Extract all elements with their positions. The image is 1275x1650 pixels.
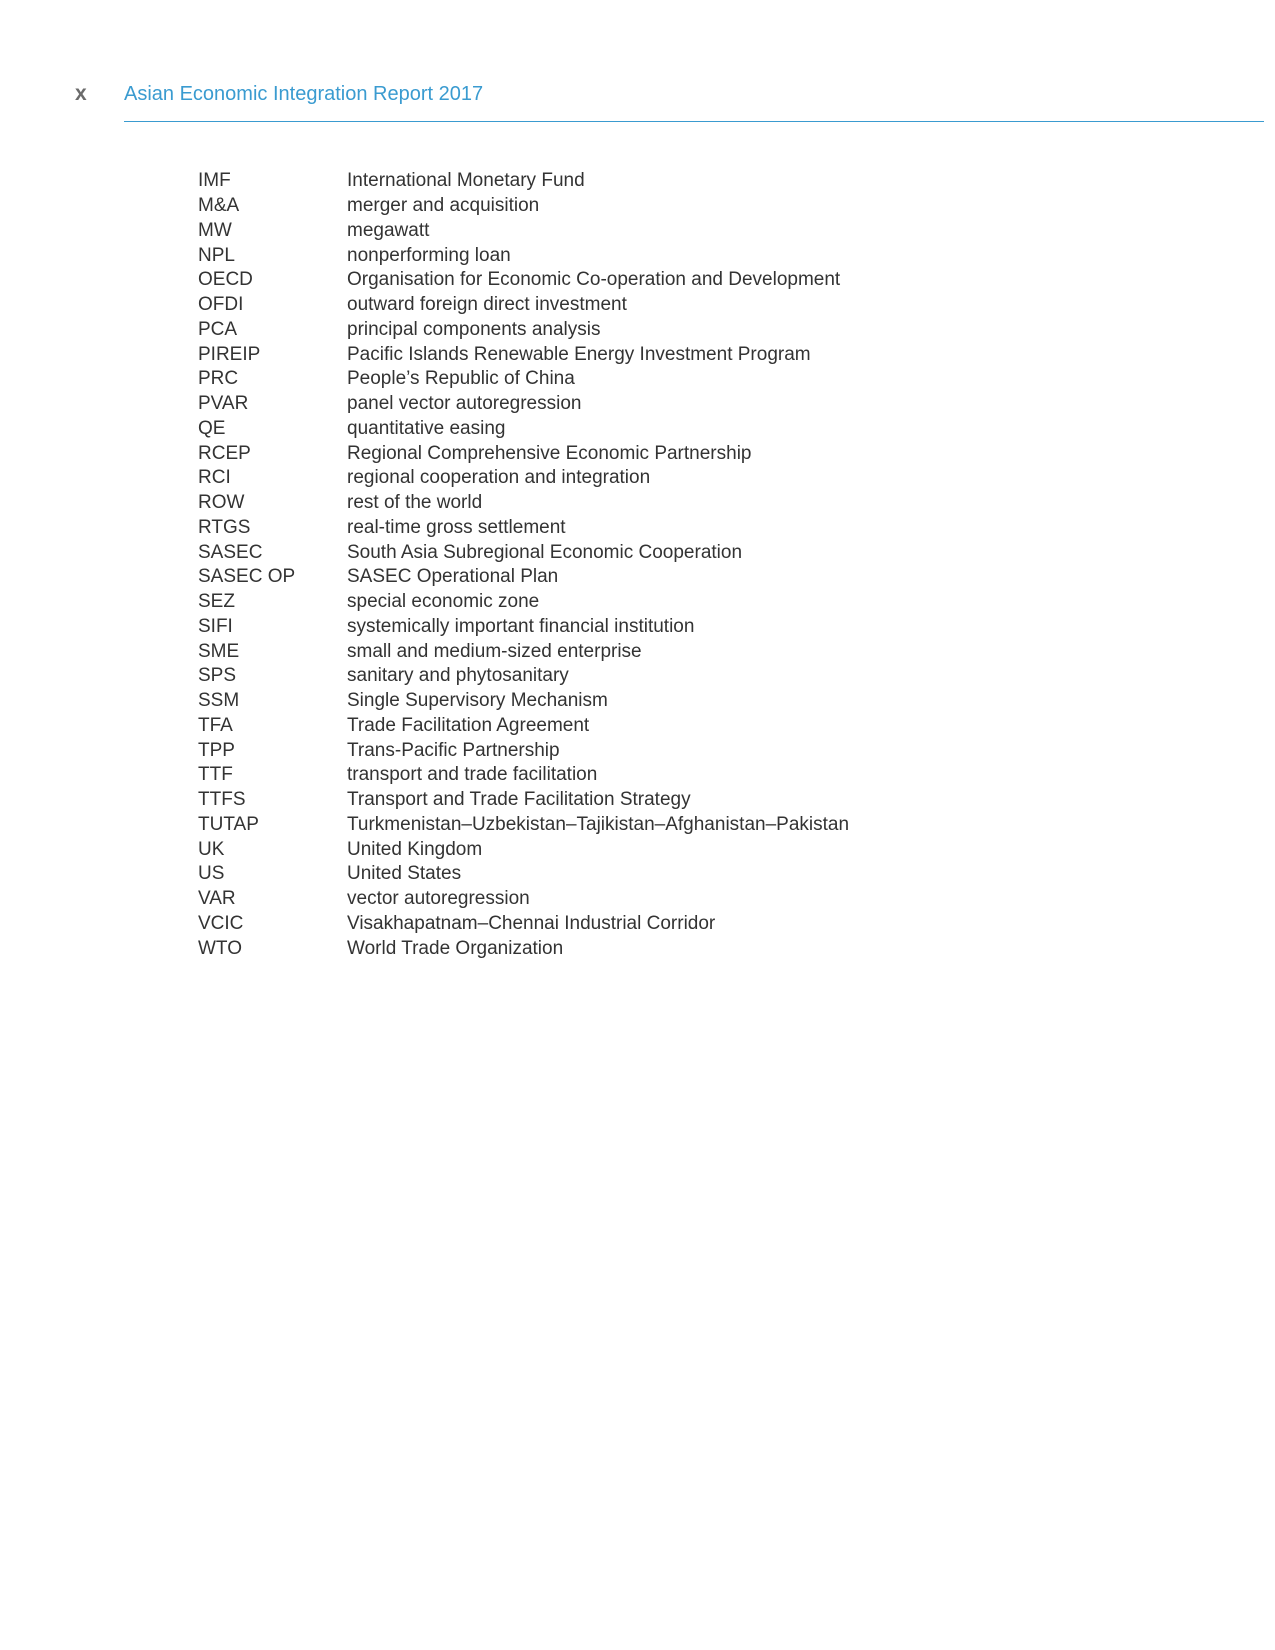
running-header-title: Asian Economic Integration Report 2017 xyxy=(124,83,484,105)
abbreviation-term: PVAR xyxy=(198,393,249,415)
abbreviation-definition: SASEC Operational Plan xyxy=(347,566,559,588)
abbreviation-term: VAR xyxy=(198,888,236,910)
header-divider xyxy=(124,121,1264,122)
abbreviation-term: M&A xyxy=(198,195,240,217)
abbreviation-row xyxy=(198,293,849,318)
abbreviation-definition: Regional Comprehensive Economic Partnership xyxy=(347,442,752,464)
abbreviation-row xyxy=(198,763,849,788)
abbreviation-row xyxy=(198,738,849,763)
abbreviation-term: SSM xyxy=(198,690,240,712)
abbreviation-term: PRC xyxy=(198,368,239,390)
abbreviation-definition: real-time gross settlement xyxy=(347,516,566,538)
abbreviation-term: SPS xyxy=(198,665,237,687)
abbreviation-term: VCIC xyxy=(198,912,244,934)
abbreviation-definition: merger and acquisition xyxy=(347,195,540,217)
abbreviation-row xyxy=(198,219,849,244)
abbreviation-term: UK xyxy=(198,838,225,860)
abbreviation-definition: special economic zone xyxy=(347,591,540,613)
abbreviation-row xyxy=(198,441,849,466)
abbreviation-term: RTGS xyxy=(198,516,251,538)
abbreviation-term: TPP xyxy=(198,739,235,761)
abbreviation-definition: World Trade Organization xyxy=(347,937,564,959)
abbreviation-row xyxy=(198,615,849,640)
abbreviation-row xyxy=(198,466,849,491)
abbreviation-term: SME xyxy=(198,640,240,662)
abbreviation-term: SASEC OP xyxy=(198,566,296,588)
abbreviation-term: MW xyxy=(198,219,232,241)
abbreviation-row xyxy=(198,491,849,516)
abbreviation-term: QE xyxy=(198,417,226,439)
abbreviation-definition: megawatt xyxy=(347,219,430,241)
abbreviation-definition: Turkmenistan–Uzbekistan–Tajikistan–Afghanistan–Pakistan xyxy=(347,813,850,835)
abbreviation-row xyxy=(198,318,849,343)
abbreviation-definition: systemically important financial institution xyxy=(347,615,695,637)
abbreviation-row xyxy=(198,714,849,739)
abbreviation-row xyxy=(198,243,849,268)
abbreviation-definition: Transport and Trade Facilitation Strategy xyxy=(347,789,691,811)
abbreviation-definition: nonperforming loan xyxy=(347,244,511,266)
abbreviation-term: OECD xyxy=(198,269,253,291)
abbreviation-definition: United Kingdom xyxy=(347,838,483,860)
abbreviation-term: SIFI xyxy=(198,615,233,637)
abbreviation-row xyxy=(198,788,849,813)
abbreviation-definition: Visakhapatnam–Chennai Industrial Corridor xyxy=(347,912,716,934)
abbreviation-row xyxy=(198,664,849,689)
abbreviation-definition: South Asia Subregional Economic Cooperation xyxy=(347,541,743,563)
abbreviation-row xyxy=(198,540,849,565)
abbreviation-term: WTO xyxy=(198,937,242,959)
page-number: x xyxy=(75,82,87,105)
abbreviation-term: SEZ xyxy=(198,591,235,613)
abbreviation-row xyxy=(198,565,849,590)
abbreviation-term: TFA xyxy=(198,714,233,736)
abbreviation-row xyxy=(198,639,849,664)
abbreviation-row xyxy=(198,837,849,862)
abbreviation-definition: small and medium-sized enterprise xyxy=(347,640,642,662)
abbreviation-definition: Pacific Islands Renewable Energy Investment Program xyxy=(347,343,811,365)
abbreviation-definition: panel vector autoregression xyxy=(347,393,582,415)
abbreviation-definition: quantitative easing xyxy=(347,417,506,439)
abbreviation-row xyxy=(198,516,849,541)
abbreviation-definition: United States xyxy=(347,863,462,885)
abbreviation-term: OFDI xyxy=(198,294,244,316)
abbreviation-term: NPL xyxy=(198,244,235,266)
abbreviation-row xyxy=(198,912,849,937)
abbreviation-term: PCA xyxy=(198,318,238,340)
abbreviation-row xyxy=(198,590,849,615)
abbreviation-row xyxy=(198,936,849,961)
abbreviation-term: TUTAP xyxy=(198,813,259,835)
abbreviation-row xyxy=(198,887,849,912)
abbreviation-row xyxy=(198,194,849,219)
abbreviation-definition: principal components analysis xyxy=(347,318,601,340)
abbreviation-row xyxy=(198,367,849,392)
abbreviation-term: US xyxy=(198,863,225,885)
abbreviation-row xyxy=(198,342,849,367)
abbreviation-term: TTFS xyxy=(198,789,246,811)
abbreviation-definition: transport and trade facilitation xyxy=(347,764,598,786)
abbreviation-row xyxy=(198,813,849,838)
abbreviation-row xyxy=(198,689,849,714)
abbreviation-definition: vector autoregression xyxy=(347,888,530,910)
abbreviation-definition: International Monetary Fund xyxy=(347,170,585,192)
abbreviation-definition: Trade Facilitation Agreement xyxy=(347,714,590,736)
abbreviation-term: SASEC xyxy=(198,541,263,563)
abbreviation-term: TTF xyxy=(198,764,233,786)
abbreviation-definition: Trans-Pacific Partnership xyxy=(347,739,560,761)
abbreviation-row xyxy=(198,169,849,194)
abbreviations-list xyxy=(198,169,849,961)
abbreviation-definition: People’s Republic of China xyxy=(347,368,575,390)
abbreviation-term: PIREIP xyxy=(198,343,261,365)
abbreviation-definition: sanitary and phytosanitary xyxy=(347,665,569,687)
abbreviation-definition: rest of the world xyxy=(347,492,483,514)
abbreviation-row xyxy=(198,268,849,293)
abbreviation-definition: Organisation for Economic Co-operation and Development xyxy=(347,269,841,291)
abbreviation-term: RCEP xyxy=(198,442,251,464)
abbreviation-term: IMF xyxy=(198,170,231,192)
abbreviation-definition: regional cooperation and integration xyxy=(347,467,651,489)
abbreviation-definition: outward foreign direct investment xyxy=(347,294,627,316)
abbreviation-definition: Single Supervisory Mechanism xyxy=(347,690,608,712)
abbreviation-term: ROW xyxy=(198,492,245,514)
abbreviation-row xyxy=(198,392,849,417)
abbreviation-term: RCI xyxy=(198,467,231,489)
abbreviation-row xyxy=(198,417,849,442)
abbreviation-row xyxy=(198,862,849,887)
